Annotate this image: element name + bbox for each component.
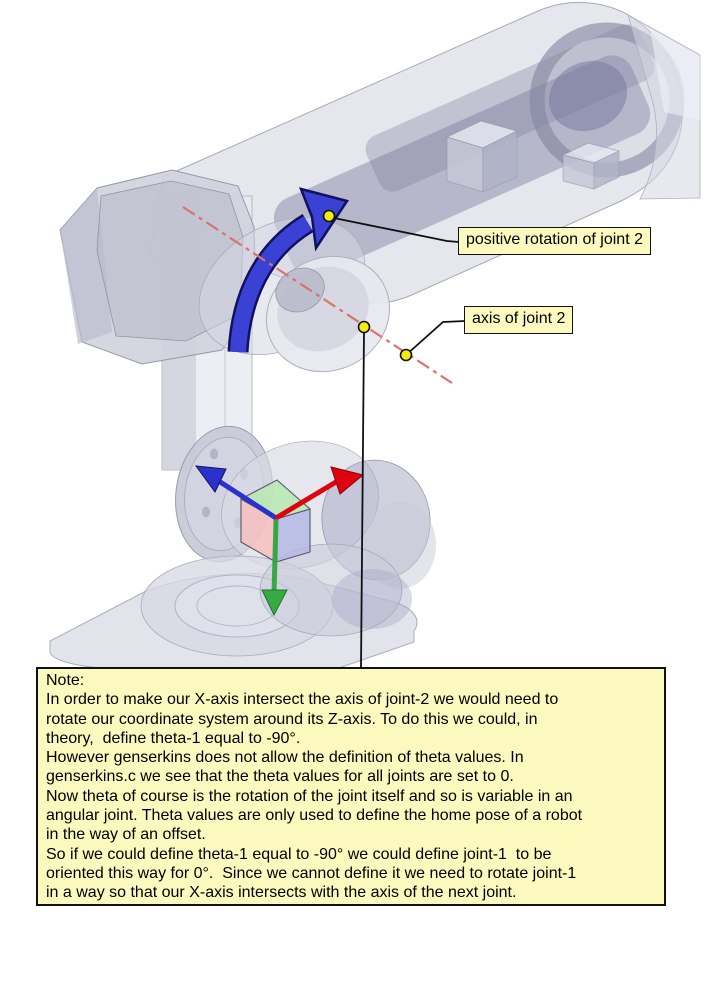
note-line: Note:: [46, 672, 85, 689]
note-line: Now theta of course is the rotation of the joint itself and so is variable in an: [46, 787, 573, 805]
marker-dot: [324, 211, 335, 222]
note-line: In order to make our X-axis intersect the axis of joint-2 we would need to: [46, 691, 559, 709]
note-line: rotate our coordinate system around its Z-axis. To do this we could, in: [46, 710, 538, 728]
note-line: genserkins.c we see that the theta values for all joints are set to 0.: [46, 768, 514, 786]
callout-label-positive-rotation: positive rotation of joint 2: [458, 227, 651, 255]
note-line: So if we could define theta-1 equal to -90° we could define joint-1 to be: [46, 845, 552, 863]
note-line: in a way so that our X-axis intersects with the axis of the next joint.: [46, 884, 517, 902]
note-text: [46, 671, 656, 903]
marker-dot: [401, 350, 412, 361]
note-line: in the way of an offset.: [46, 826, 206, 844]
note-box: [36, 667, 666, 906]
note-line: angular joint. Theta values are only used to define the home pose of a robot: [46, 807, 583, 825]
note-line: oriented this way for 0°. Since we cannot define it we need to rotate joint-1: [46, 864, 577, 882]
note-line: However genserkins does not allow the definition of theta values. In: [46, 749, 524, 767]
note-line: theory, define theta-1 equal to -90°.: [46, 729, 301, 747]
callout-line-axis: [406, 321, 465, 355]
marker-dot: [359, 322, 370, 333]
callout-label-axis-of-joint: axis of joint 2: [464, 306, 573, 334]
